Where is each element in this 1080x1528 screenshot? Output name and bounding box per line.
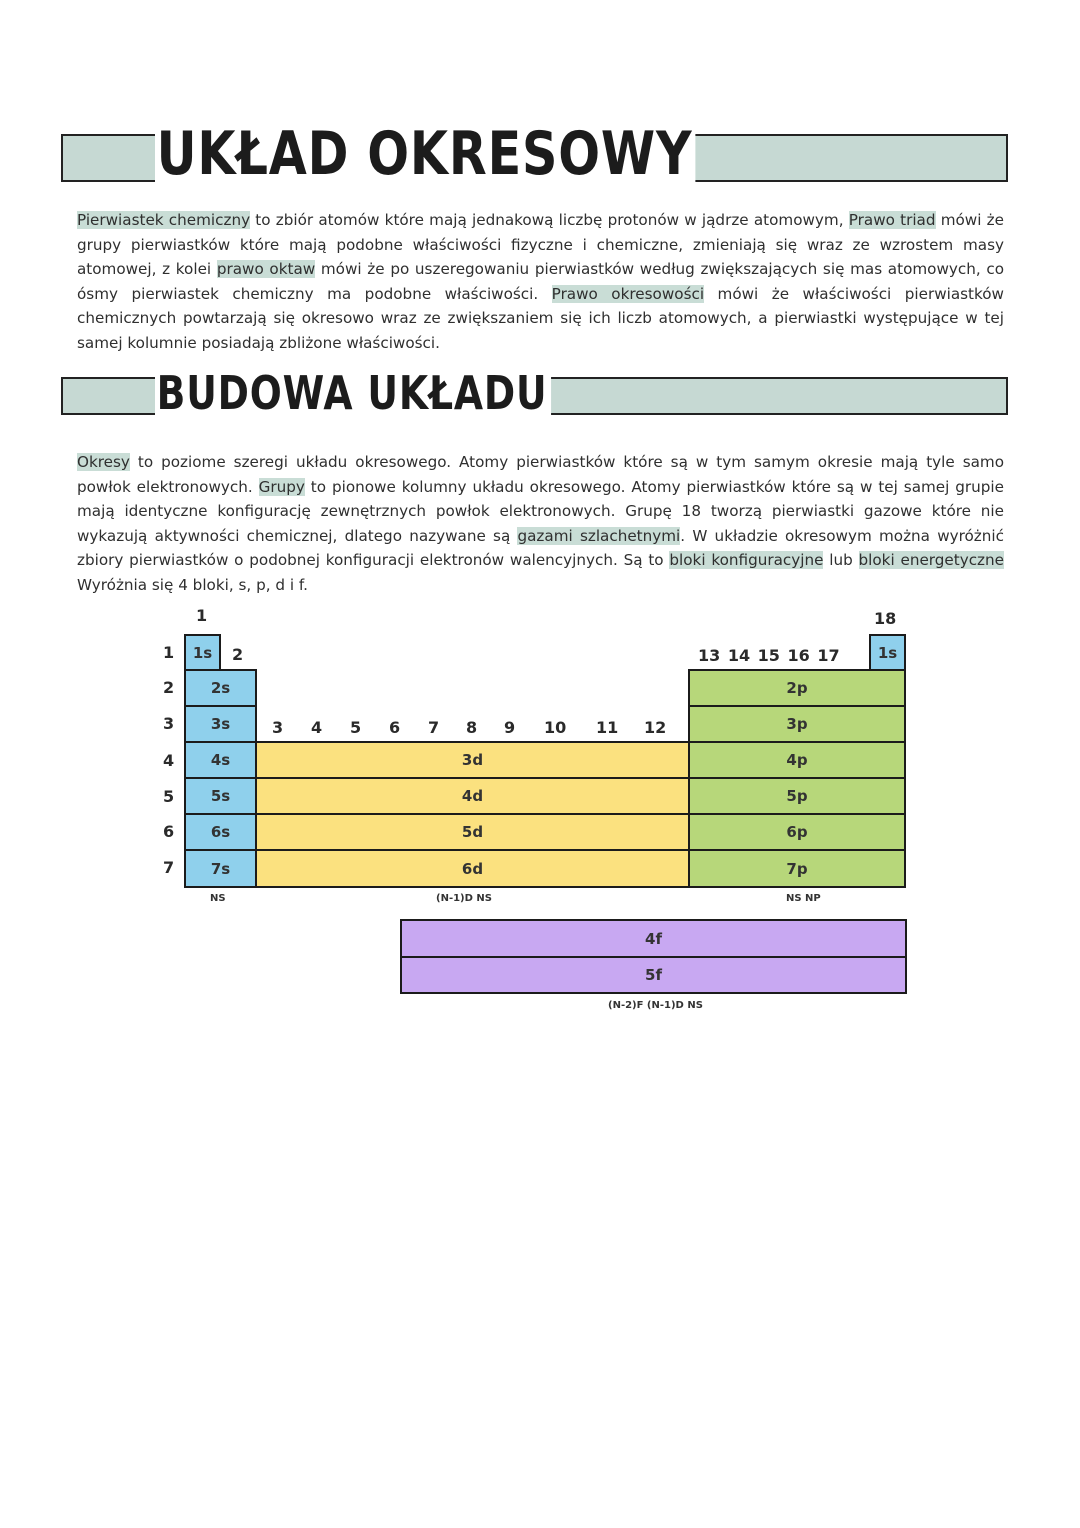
group-11-label: 11 bbox=[596, 718, 619, 737]
p-cell-3p: 3p bbox=[688, 705, 906, 743]
highlighted-term: bloki energetyczne bbox=[858, 551, 1004, 570]
period-4-label: 4 bbox=[163, 751, 175, 770]
d-cell-3d: 3d bbox=[255, 741, 690, 779]
section-title-2: BUDOWA UKŁADU bbox=[155, 369, 551, 417]
s-cell-5s: 5s bbox=[184, 777, 257, 815]
paragraph-text: mówi że grupy pierwiastków które mają podobne właściwości fizyczne i chemiczne, zmieniają się wraz ze wzrostem masy atomowej, z kolei bbox=[77, 211, 1004, 279]
section-banner-2 bbox=[61, 366, 1008, 420]
f-cell-5f: 5f bbox=[400, 956, 907, 994]
s-block-config-label: NS bbox=[210, 893, 226, 904]
d-cell-6d: 6d bbox=[255, 849, 690, 888]
group-8-label: 8 bbox=[466, 718, 478, 737]
paragraph-text: to poziome szeregi układu okresowego. Atomy pierwiastków które są w tym samym okresie mają tyle samo powłok elektronowych. bbox=[77, 453, 1004, 496]
paragraph-text: to pionowe kolumny układu okresowego. Atomy pierwiastków które są w tej samej grupie mają identyczne konfigurację zewnętrznych powłok elektronowych. Grupę 18 tworzą pierwiastki gazowe które nie wykazują aktywności chemicznej, dlatego nazywane są bbox=[77, 477, 1004, 545]
group-7-label: 7 bbox=[428, 718, 440, 737]
s-cell-4s: 4s bbox=[184, 741, 257, 779]
paragraph-text: to zbiór atomów które mają jednakową liczbę protonów w jądrze atomowym, bbox=[250, 211, 849, 229]
highlighted-term: prawo oktaw bbox=[216, 260, 316, 279]
paragraph-text: . W układzie okresowym można wyróżnić zbiory pierwiastków o podobnej konfiguracji elektronów walencyjnych. Są to bbox=[77, 526, 1004, 570]
f-block-config-label: (N-2)F (N-1)D NS bbox=[608, 1000, 703, 1011]
period-1-label: 1 bbox=[163, 643, 175, 662]
p-cell-5p: 5p bbox=[688, 777, 906, 815]
highlighted-term: Pierwiastek chemiczny bbox=[77, 211, 251, 229]
p-cell-7p: 7p bbox=[688, 849, 906, 888]
period-2-label: 2 bbox=[163, 678, 175, 697]
d-cell-4d: 4d bbox=[255, 777, 690, 815]
p-cell-2p: 2p bbox=[688, 669, 906, 707]
highlighted-term: Prawo okresowości bbox=[551, 284, 705, 303]
group-1-label: 1 bbox=[196, 606, 208, 625]
group-6-label: 6 bbox=[389, 718, 401, 737]
group-4-label: 4 bbox=[311, 718, 323, 737]
highlighted-term: Prawo triad bbox=[848, 211, 936, 229]
section-banner-1 bbox=[61, 119, 1008, 189]
highlighted-term: gazami szlachetnymi bbox=[517, 526, 681, 545]
d-cell-5d: 5d bbox=[255, 813, 690, 851]
group-9-label: 9 bbox=[504, 718, 516, 737]
paragraph-text: mówi że właściwości pierwiastków chemicznych powtarzają się okresowo wraz ze zwiększaniem się ich liczb atomowych, a pierwiastki występujące w tej samej kolumnie posiadają zbliżone właściwości. bbox=[77, 284, 1004, 352]
groups-13-17-label: 13 14 15 16 17 bbox=[698, 646, 840, 665]
paragraph-table-structure bbox=[77, 450, 1004, 598]
s-cell-3s: 3s bbox=[184, 705, 257, 743]
p-cell-6p: 6p bbox=[688, 813, 906, 851]
highlighted-term: Okresy bbox=[77, 453, 130, 471]
he-cell-1s: 1s bbox=[869, 634, 906, 671]
group-2-label: 2 bbox=[232, 645, 244, 664]
period-5-label: 5 bbox=[163, 787, 175, 806]
paragraph-periodic-table bbox=[77, 208, 1004, 356]
p-cell-4p: 4p bbox=[688, 741, 906, 779]
group-3-label: 3 bbox=[272, 718, 284, 737]
highlighted-term: Grupy bbox=[258, 477, 305, 496]
paragraph-text: Wyróżnia się 4 bloki, s, p, d i f. bbox=[77, 575, 308, 594]
period-6-label: 6 bbox=[163, 822, 175, 841]
paragraph-text: mówi że po uszeregowaniu pierwiastków według zwiększających się mas atomowych, co ósmy pierwiastek chemiczny ma podobne właściwości. bbox=[77, 260, 1004, 303]
group-18-label: 18 bbox=[874, 609, 897, 628]
period-3-label: 3 bbox=[163, 714, 175, 733]
s-cell-2s: 2s bbox=[184, 669, 257, 707]
s-cell-7s: 7s bbox=[184, 849, 257, 888]
group-5-label: 5 bbox=[350, 718, 362, 737]
s-cell-6s: 6s bbox=[184, 813, 257, 851]
highlighted-term: bloki konfiguracyjne bbox=[669, 551, 824, 570]
s-cell-1s: 1s bbox=[184, 634, 221, 671]
p-block-config-label: NS NP bbox=[786, 893, 821, 904]
d-block-config-label: (N-1)D NS bbox=[436, 893, 492, 904]
section-title-1: UKŁAD OKRESOWY bbox=[155, 124, 696, 184]
group-10-label: 10 bbox=[544, 718, 567, 737]
period-7-label: 7 bbox=[163, 858, 175, 877]
group-12-label: 12 bbox=[644, 718, 667, 737]
paragraph-text: lub bbox=[823, 551, 859, 570]
f-cell-4f: 4f bbox=[400, 919, 907, 958]
